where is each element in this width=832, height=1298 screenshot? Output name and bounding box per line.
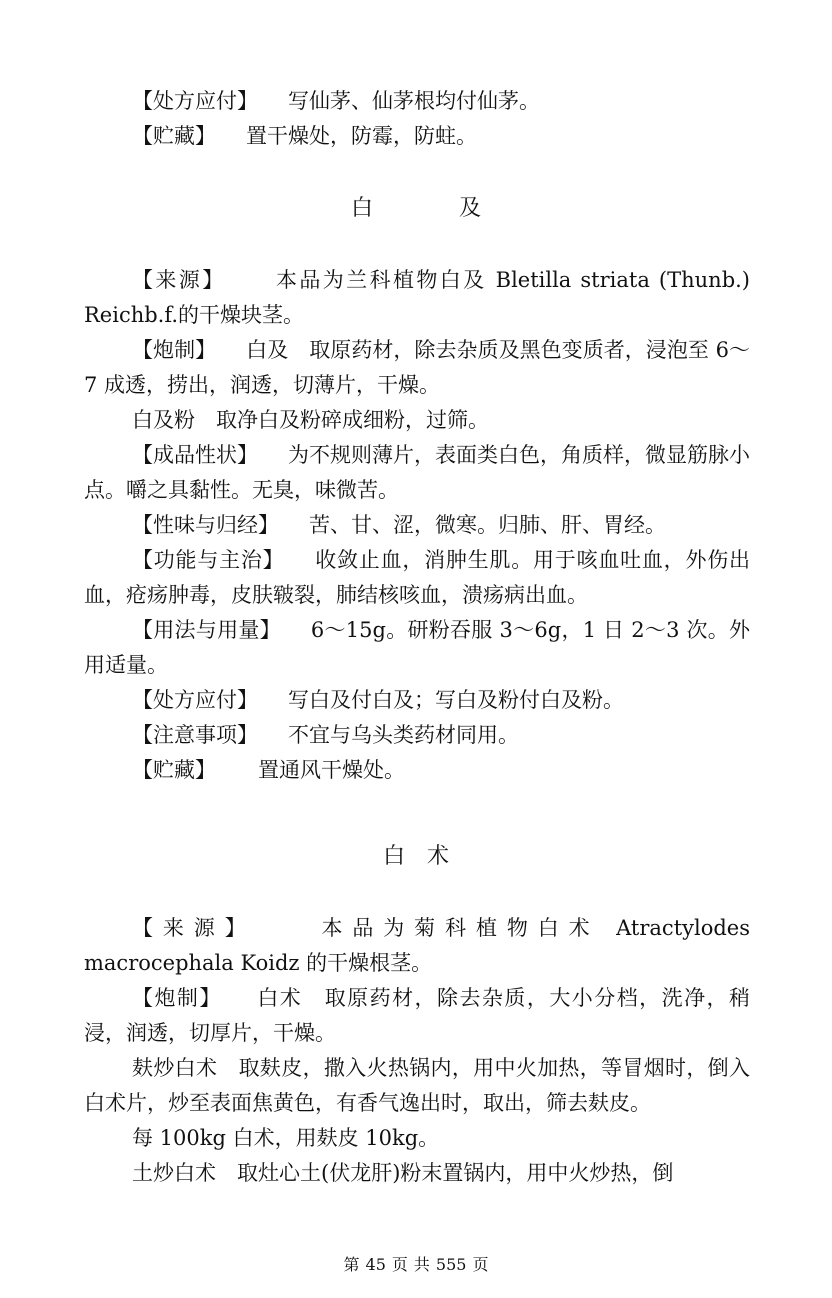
footer-page-number: 45 xyxy=(365,1255,386,1274)
baiji-source xyxy=(84,263,750,333)
section-tag: 【用法与用量】 xyxy=(132,618,281,642)
section-text: 土炒白术 取灶心土(伏龙肝)粉末置锅内，用中火炒热，倒 xyxy=(132,1161,674,1185)
section-tag: 【炮制】 xyxy=(132,338,217,362)
section-text: 写仙茅、仙茅根均付仙茅。 xyxy=(288,89,540,113)
section-text: 不宜与乌头类药材同用。 xyxy=(288,723,519,747)
title-char: 术 xyxy=(427,844,450,869)
baiji-dosage xyxy=(84,613,750,683)
section-tag: 【注意事项】 xyxy=(132,723,258,747)
section-text: 白及 取原药材，除去杂质及黑色变质者，浸泡至 6～7 成透，捞出，润透，切薄片，干燥。 xyxy=(84,338,750,397)
top-para-dispensing xyxy=(84,84,750,119)
section-tag: 【贮藏】 xyxy=(132,758,216,782)
footer-ye: 页 xyxy=(472,1255,489,1274)
footer-di: 第 xyxy=(343,1255,360,1274)
footer-total-pages: 555 xyxy=(435,1255,467,1274)
title-char: 白 xyxy=(350,196,373,221)
baiji-function xyxy=(84,543,750,613)
baizhu-earth-fried xyxy=(84,1156,750,1191)
section-tag: 【贮藏】 xyxy=(132,124,216,148)
section-text: 苦、甘、涩，微寒。归肺、肝、胃经。 xyxy=(309,513,666,537)
section-text: 为不规则薄片，表面类白色，角质样，微显筋脉小点。嚼之具黏性。无臭，味微苦。 xyxy=(84,443,750,502)
section-text: 麸炒白术 取麸皮，撒入火热锅内，用中火加热，等冒烟时，倒入白术片，炒至表面焦黄色，有香气逸出时，取出，筛去麸皮。 xyxy=(84,1056,750,1115)
section-text: 置干燥处，防霉，防蛀。 xyxy=(246,124,477,148)
entry-title-baiji xyxy=(0,194,832,224)
section-tag: 【功能与主治】 xyxy=(132,548,285,572)
section-text: 白及粉 取净白及粉碎成细粉，过筛。 xyxy=(132,408,489,432)
baiji-nature xyxy=(84,508,750,543)
title-char: 白 xyxy=(382,844,405,869)
baizhu-bran-ratio xyxy=(84,1121,750,1156)
baiji-dispensing xyxy=(84,683,750,718)
section-text: 白术 取原药材，除去杂质，大小分档，洗净，稍浸，润透，切厚片，干燥。 xyxy=(84,986,751,1045)
baizhu-bran-fried xyxy=(84,1051,750,1121)
section-tag: 【成品性状】 xyxy=(132,443,258,467)
section-tag: 【处方应付】 xyxy=(132,89,258,113)
title-char: 及 xyxy=(459,196,482,221)
top-para-storage xyxy=(84,119,750,154)
page-footer xyxy=(0,1254,832,1276)
section-tag: 【来源】 xyxy=(132,268,226,292)
baiji-processing xyxy=(84,333,750,403)
section-text: 写白及付白及；写白及粉付白及粉。 xyxy=(288,688,624,712)
section-text: 6～15g。研粉吞服 3～6g，1 日 2～3 次。外用适量。 xyxy=(84,618,750,677)
section-tag: 【来源】 xyxy=(132,916,256,940)
section-text: 本品为兰科植物白及 Bletilla striata (Thunb.) Reichb.f.的干燥块茎。 xyxy=(84,268,750,327)
baiji-appearance xyxy=(84,438,750,508)
footer-gong: 共 xyxy=(413,1255,430,1274)
baiji-powder xyxy=(84,403,750,438)
footer-ye: 页 xyxy=(391,1255,408,1274)
section-tag: 【处方应付】 xyxy=(132,688,258,712)
entry-title-baizhu xyxy=(0,842,832,872)
baiji-storage xyxy=(84,753,750,788)
section-text: 置通风干燥处。 xyxy=(258,758,405,782)
baizhu-source xyxy=(84,911,750,981)
section-tag: 【炮制】 xyxy=(132,986,222,1010)
section-text: 本品为菊科植物白术 Atractylodes macrocephala Koidz 的干燥根茎。 xyxy=(84,916,750,975)
baiji-caution xyxy=(84,718,750,753)
baizhu-processing xyxy=(84,981,750,1051)
section-text: 收敛止血，消肿生肌。用于咳血吐血，外伤出血，疮疡肿毒，皮肤皲裂，肺结核咳血，溃疡病出血。 xyxy=(84,548,751,607)
section-text: 每 100kg 白术，用麸皮 10kg。 xyxy=(132,1126,440,1150)
section-tag: 【性味与归经】 xyxy=(132,513,279,537)
